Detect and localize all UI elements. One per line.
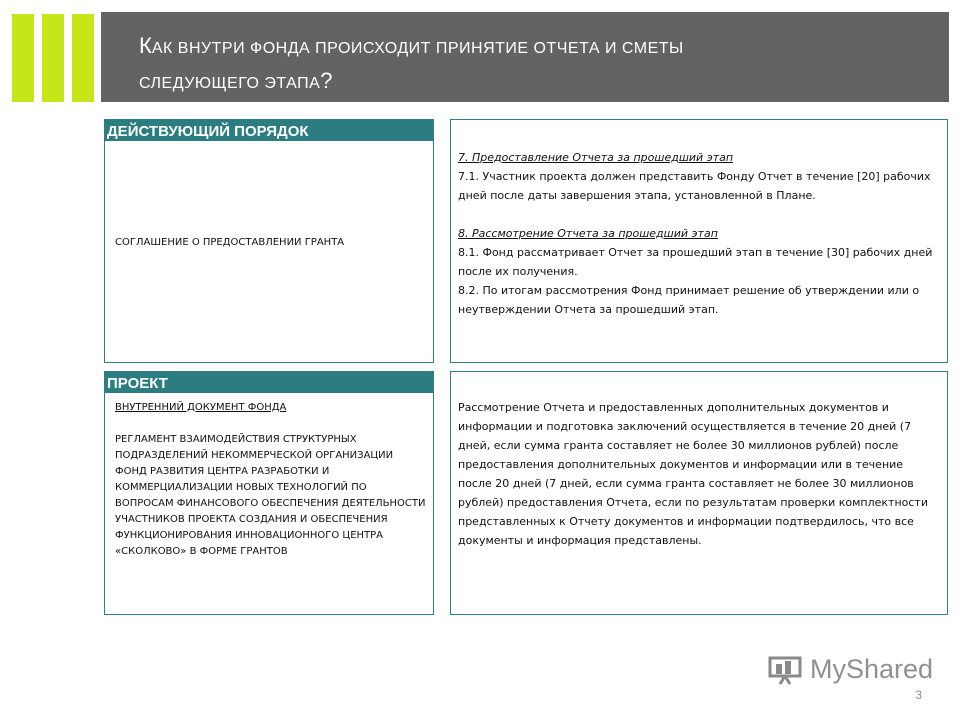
- title-line-1: АК ВНУТРИ ФОНДА ПРОИСХОДИТ ПРИНЯТИЕ ОТЧЕТА И СМЕТЫ: [151, 40, 684, 57]
- slide-header: [101, 12, 949, 102]
- title-question: ?: [320, 68, 333, 93]
- title-line-2: СЛЕДУЮЩЕГО ЭТАПА: [139, 75, 321, 92]
- myshared-logo: [768, 654, 934, 686]
- current-procedure-panel: [104, 119, 434, 363]
- accent-bar-2: [42, 14, 64, 102]
- grant-agreement-label: СОГЛАШЕНИЕ О ПРЕДОСТАВЛЕНИИ ГРАНТА: [115, 237, 345, 248]
- logo-text: MyShared: [810, 654, 934, 684]
- internal-document-label: ВНУТРЕННИЙ ДОКУМЕНТ ФОНДА: [115, 402, 287, 413]
- accent-bar-3: [72, 14, 94, 102]
- paragraph-8-1: 8.1. Фонд рассматривает Отчет за прошедший этап в течение [30] рабочих дней после их получения.: [458, 246, 933, 278]
- slide-title: [139, 30, 919, 100]
- current-procedure-text-panel: [450, 119, 948, 363]
- accent-bar-1: [12, 14, 34, 102]
- project-panel: [104, 371, 434, 615]
- regulation-title: РЕГЛАМЕНТ ВЗАИМОДЕЙСТВИЯ СТРУКТУРНЫХ ПОДРАЗДЕЛЕНИЙ НЕКОММЕРЧЕСКОЙ ОРГАНИЗАЦИИ ФОНД РАЗВИТИЯ ЦЕНТРА РАЗРАБОТКИ И КОММЕРЦИАЛИЗАЦИИ НОВЫХ ТЕХНОЛОГИЙ ПО ВОПРОСАМ ФИНАНСОВОГО ОБЕСПЕЧЕНИЯ ДЕЯТЕЛЬНОСТИ УЧАСТНИКОВ ПРОЕКТА СОЗДАНИЯ И ОБЕСПЕЧЕНИЯ ФУНКЦИОНИРОВАНИЯ ИННОВАЦИОННОГО ЦЕНТРА «СКОЛКОВО» В ФОРМЕ ГРАНТОВ: [115, 434, 426, 557]
- current-procedure-text: [458, 148, 936, 319]
- paragraph-8-2: 8.2. По итогам рассмотрения Фонд принимает решение об утверждении или о неутверждении Отчета за прошедший этап.: [458, 284, 920, 316]
- page-number: 3: [915, 688, 922, 702]
- project-description: Рассмотрение Отчета и предоставленных дополнительных документов и информации и подготовка заключений осуществляется в течение 20 дней (7 дней, если сумма гранта составляет не более 30 миллионов рублей) после предоставления дополнительных документов и информации или в течение после 20 дней (7 дней, если сумма гранта составляет не более 30 миллионов рублей) предоставления Отчета, если по результатам проверки комплектности представленных к Отчету документов и информации подтвердилось, что все документы и информация представлены.: [458, 401, 928, 547]
- section-7-title: 7. Предоставление Отчета за прошедший этап: [458, 151, 734, 164]
- project-text-panel: [450, 371, 948, 615]
- project-heading: ПРОЕКТ: [105, 372, 433, 393]
- paragraph-7-1: 7.1. Участник проекта должен представить Фонду Отчет в течение [20] рабочих дней после даты завершения этапа, установленной в Плане.: [458, 170, 931, 202]
- current-procedure-heading: ДЕЙСТВУЮЩИЙ ПОРЯДОК: [105, 120, 433, 141]
- presentation-icon: [768, 656, 806, 686]
- section-8-title: 8. Рассмотрение Отчета за прошедший этап: [458, 227, 718, 240]
- title-initial: К: [139, 33, 152, 58]
